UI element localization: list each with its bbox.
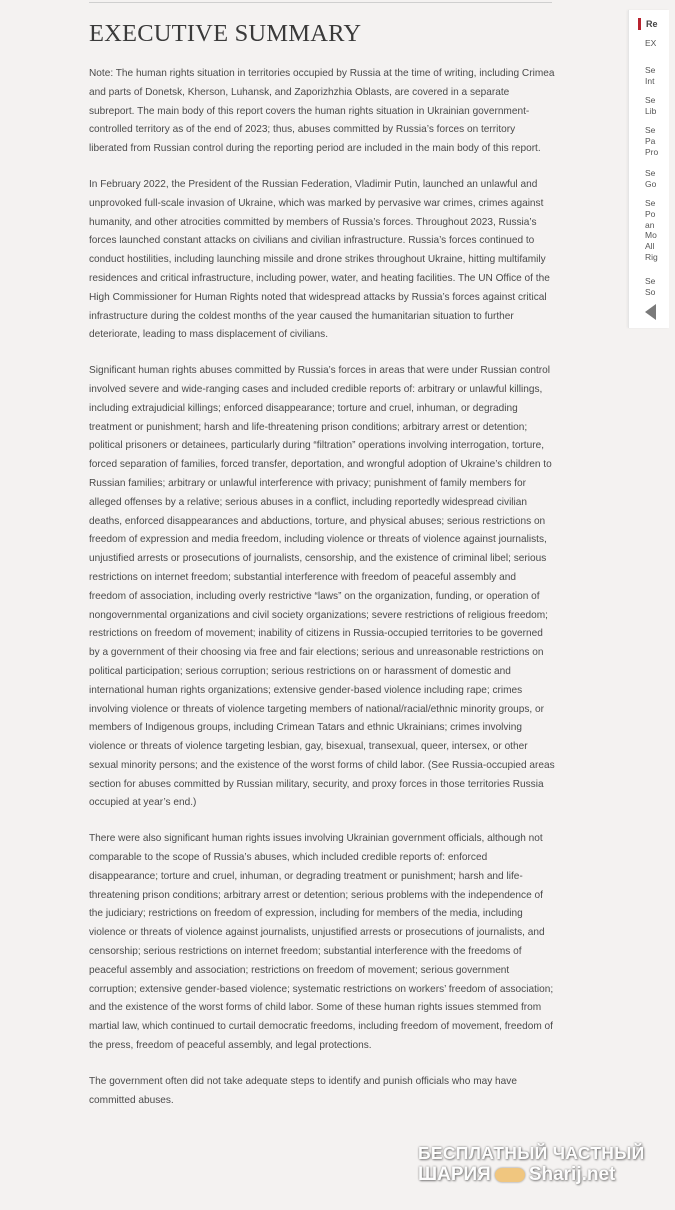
sidebar-link[interactable] — [645, 125, 675, 157]
sidebar-link-text: All — [645, 241, 655, 252]
sidebar-link[interactable] — [645, 276, 675, 298]
sidebar-link-text: Pa — [645, 135, 656, 146]
watermark-right: Sharij.net — [528, 1164, 616, 1185]
sidebar-link[interactable] — [645, 38, 675, 49]
sidebar-link[interactable] — [645, 95, 675, 117]
paragraph-invasion: In February 2022, the President of the Russian Federation, Vladimir Putin, launched an unlawful and unprovoked full-scale invasion of Ukraine, which was marked by pervasive war crimes, crimes against humanity, and other atrocities committed by members of Russia’s forces. Throughout 2023, Russia’s forces launched constant attacks on civilians and civilian infrastructure. Russia’s forces continued to conduct hostilities, including launching missile and drone strikes throughout Ukraine, hitting multifamily residences and critical infrastructure, including power, water, and heating facilities. The UN Office of the High Commissioner for Human Rights noted that widespread attacks by Russia’s forces against critical infrastructure during the coldest months of the year caused the humanitarian situation to further deteriorate, leading to mass displacement of civilians. — [89, 178, 550, 341]
related-sidebar — [628, 10, 669, 328]
watermark-line-1: БЕСПЛАТНЫЙ ЧАСТНЫЙ — [418, 1143, 645, 1163]
paragraph-russia-abuses: Significant human rights abuses committed by Russia’s forces in areas that were under Russian control involved severe and wide-ranging cases and included credible reports of: arbitrary or unlawful killings, including extrajudicial killings; enforced disappearance; torture and cruel, inhuman, or degrading treatment or punishment; harsh and life-threatening prison conditions; arbitrary arrest or detention; political prisoners or detainees, particularly during “filtration” operations involving interrogation, torture, forced separation of families, forced transfer, deportation, and wrongful adoption of Ukraine’s children to Russian families; arbitrary or unlawful interference with privacy; punishment of family members for alleged offenses by a relative; serious abuses in a conflict, including reportedly widespread civilian deaths, enforced disappearances and abductions, torture, and physical abuses; serious restrictions on freedom of expression and media freedom, including violence or threats of violence against journalists, unjustified arrests or prosecutions of journalists, censorship, and the existence of criminal libel; serious restrictions on internet freedom; substantial interference with freedom of peaceful assembly and freedom of association, including overly restrictive “laws” on the organization, funding, or operation of nongovernmental organizations and civil society organizations; severe restrictions of religious freedom; restrictions on freedom of movement; inability of citizens in Russia-occupied territories to be governed by a government of their choosing via free and fair elections; serious and unreasonable restrictions on political participation; serious corruption; serious restrictions on or harassment of domestic and international human rights organizations; extensive gender-based violence including rape; crimes involving violence or threats of violence targeting members of national/racial/ethnic minority groups, or members of Indigenous groups, including Crimean Tatars and ethnic Ukrainians; crimes involving violence or threats of violence targeting lesbian, gay, bisexual, transexual, queer, intersex, or other sexual minority persons; and the existence of the worst forms of child labor. (See Russia-occupied areas section for abuses committed by Russian military, security, and proxy forces in those territories Russia occupied at year’s end.) — [89, 365, 555, 809]
sidebar-link-text: Mo — [645, 230, 657, 241]
sidebar-link[interactable] — [645, 65, 675, 87]
sidebar-link-text: Se — [645, 95, 656, 105]
sidebar-link-text: Go — [645, 178, 657, 189]
sidebar-heading: Re — [638, 18, 658, 30]
paragraph-note: Note: The human rights situation in territories occupied by Russia at the time of writing, including Crimea and parts of Donetsk, Kherson, Luhansk, and Zaporizhzhia Oblasts, are covered in a separate subreport. The main body of this report covers the human rights situation in Ukrainian government-controlled territory as of the end of 2023; thus, abuses committed by Russia’s forces on territory liberated from Russian control during the reporting period are included in the main body of this report. — [89, 68, 555, 155]
watermark — [418, 1143, 643, 1187]
sidebar-link[interactable] — [645, 198, 675, 263]
top-divider — [89, 2, 552, 3]
watermark-left: ШАРИЯ — [418, 1164, 491, 1185]
paragraph-ukraine-issues: There were also significant human rights issues involving Ukrainian government officials, although not comparable to the scope of Russia’s abuses, which included credible reports of: enforced disappearance; torture and cruel, inhuman, or degrading treatment or punishment; harsh and life-threatening prison conditions; arbitrary arrest or detention; serious problems with the independence of the judiciary; restrictions on freedom of expression, including for members of the media, including violence or threats of violence against journalists, unjustified arrests or prosecutions of journalists, and censorship; serious restrictions on internet freedom; substantial interference with the freedoms of peaceful assembly and association; restrictions on freedom of movement; serious government corruption; extensive gender-based violence; systematic restrictions on workers’ freedom of association; and the existence of the worst forms of child labor. Some of these human rights issues stemmed from martial law, which continued to curtail democratic freedoms, including freedom of movement, freedom of the press, freedom of peaceful assembly, and legal protections. — [89, 833, 554, 1052]
page-title: EXECUTIVE SUMMARY — [89, 20, 362, 47]
sidebar-collapse-arrow-icon[interactable] — [645, 304, 656, 320]
sidebar-link-text: Se — [645, 65, 656, 75]
sidebar-link-text: Po — [645, 208, 656, 219]
sidebar-link[interactable] — [645, 168, 675, 190]
sidebar-link-text: Se — [645, 198, 656, 208]
sidebar-link-text: Int — [645, 75, 655, 86]
sidebar-link-text: EX — [645, 38, 657, 48]
sidebar-link-text: Lib — [645, 105, 657, 116]
pointing-hand-icon — [495, 1168, 525, 1182]
sidebar-link-text: So — [645, 286, 656, 297]
sidebar-link-text: an — [645, 219, 655, 230]
sidebar-link-text: Se — [645, 168, 656, 178]
watermark-line-2 — [418, 1163, 643, 1187]
article-body — [89, 65, 555, 1127]
sidebar-link-text: Se — [645, 276, 656, 286]
paragraph-government-steps: The government often did not take adequate steps to identify and punish officials who may have committed abuses. — [89, 1075, 517, 1106]
sidebar-link-text: Se — [645, 125, 656, 135]
sidebar-link-text: Pro — [645, 146, 659, 157]
sidebar-link-text: Rig — [645, 251, 658, 262]
